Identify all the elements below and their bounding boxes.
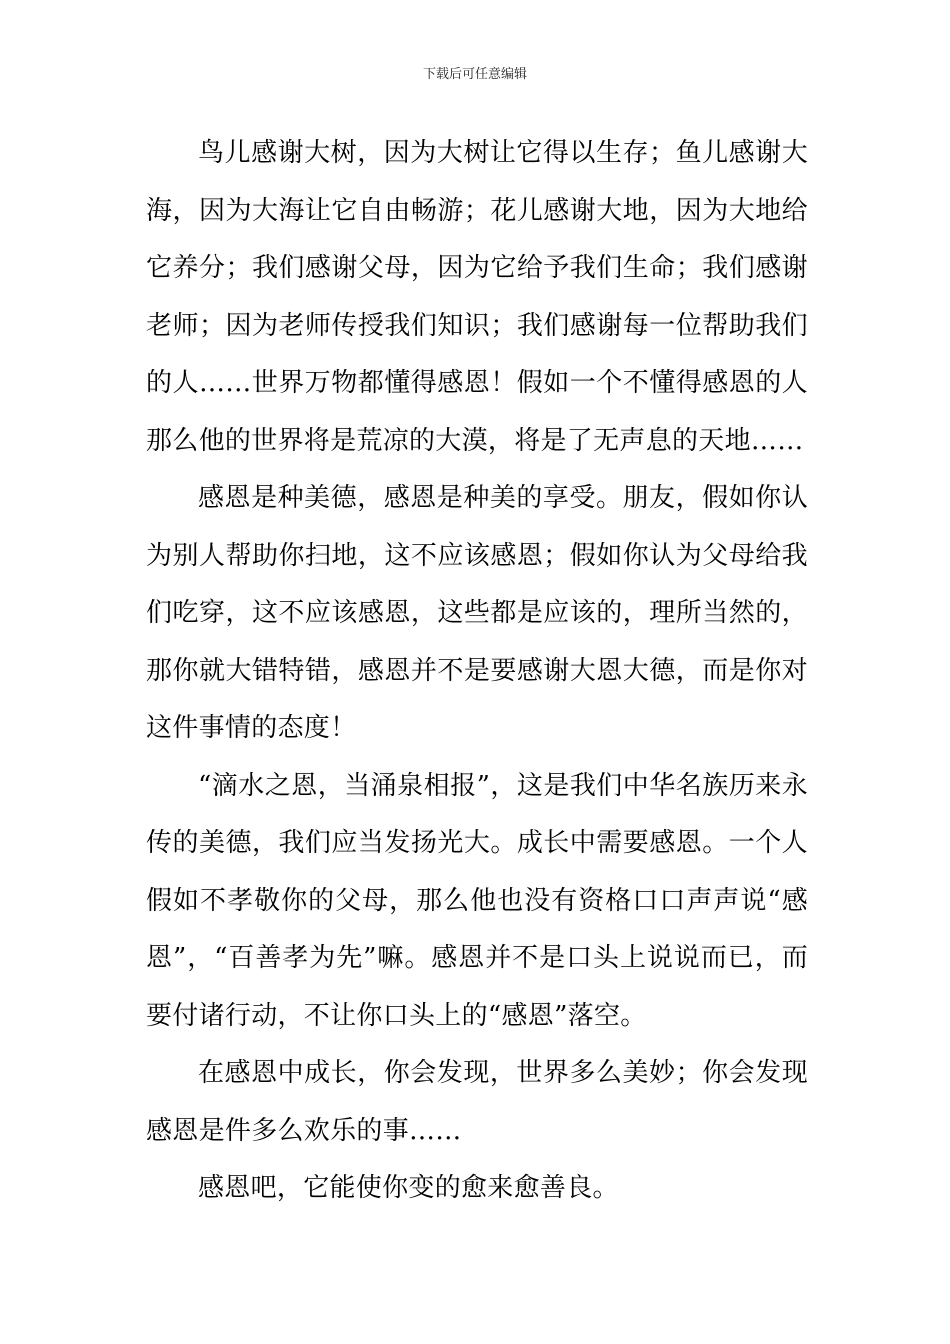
document-body [146,125,808,1218]
header-note: 下载后可任意编辑 [422,67,527,82]
paragraph-1: 鸟儿感谢大树，因为大树让它得以生存；鱼儿感谢大海，因为大海让它自由畅游；花儿感谢大地，因为大地给它养分；我们感谢父母，因为它给予我们生命；我们感谢老师；因为老师传授我们知识；我们感谢每一位帮助我们的人……世界万物都懂得感恩！假如一个不懂得感恩的人那么他的世界将是荒凉的大漠，将是了无声息的天地…… [146,138,808,456]
paragraph-4: 在感恩中成长，你会发现，世界多么美妙；你会发现感恩是件多么欢乐的事…… [146,1058,808,1146]
paragraph-5: 感恩吧，它能使你变的愈来愈善良。 [198,1173,619,1203]
paragraph-3: “滴水之恩，当涌泉相报”，这是我们中华名族历来永传的美德，我们应当发扬光大。成长中需要感恩。一个人假如不孝敬你的父母，那么他也没有资格口口声声说“感恩”，“百善孝为先”嘛。感恩并不是口头上说说而已，而要付诸行动，不让你口头上的“感恩”落空。 [146,770,808,1031]
paragraph-2: 感恩是种美德，感恩是种美的享受。朋友，假如你认为别人帮助你扫地，这不应该感恩；假如你认为父母给我们吃穿，这不应该感恩，这些都是应该的，理所当然的，那你就大错特错，感恩并不是要感谢大恩大德，而是你对这件事情的态度！ [146,483,808,743]
